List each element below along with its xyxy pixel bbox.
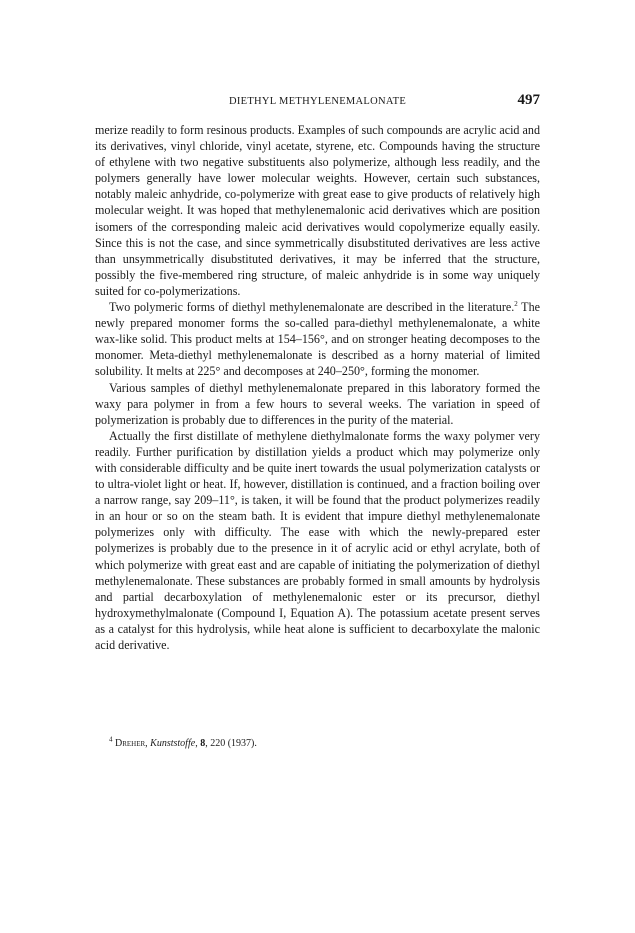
footnote-volume: 8 — [200, 738, 206, 749]
reference-marker: 2 — [514, 300, 518, 308]
paragraph: merize readily to form resinous products. Examples of such compounds are acrylic acid and its derivatives, vinyl chloride, vinyl acetate, styrene, etc. Compounds having the structure of ethylene with two negative substituents also polymerize, although less readily, and the polymers generally have lower molecular weights. However, certain such substances, notably maleic anhydride, co-polymerize with great ease to give products of relatively high molecular weight. It was hoped that methylenemalonic acid derivatives which are position isomers of the corresponding maleic acid derivatives would copolymerize equally easily. Since this is not the case, and since symmetrically disubstituted derivatives are less active than unsymmetrically disubstituted derivatives, it may be inferred that the structure, possibly the five-membered ring structure, of maleic anhydride is in some way uniquely suited for co-polymerizations. — [95, 123, 540, 298]
body-text — [95, 122, 540, 653]
paragraph — [95, 299, 540, 379]
paragraph: Various samples of diethyl methylenemalonate prepared in this laboratory formed the waxy para polymer in from a few hours to several weeks. The variation in speed of polymerization is probably due to differences in the purity of the material. — [95, 380, 540, 427]
page-number: 497 — [517, 92, 540, 108]
footnote-rest: , 220 (1937). — [205, 738, 257, 749]
footnote-sep: , — [195, 738, 201, 749]
paragraph-text: Two polymeric forms of diethyl methylenemalonate are described in the literature. — [109, 300, 515, 315]
paragraph-text: The newly prepared monomer forms the so-called para-diethyl methylenemalonate, a white wax-like solid. This product melts at 154–156°, and on stronger heating decomposes to the monomer. Meta-diethyl methylenemalonate is described as a horny material of limited solubility. It melts at 225° and decomposes at 240–250°, forming the monomer. — [95, 300, 540, 379]
page-header — [95, 92, 540, 112]
footnote-author: Dreher — [115, 738, 146, 749]
running-title: DIETHYL METHYLENEMALONATE — [228, 96, 407, 107]
footnote-marker: 4 — [109, 735, 113, 744]
paragraph: Actually the first distillate of methylene diethylmalonate forms the waxy polymer very readily. Further purification by distillation yields a product which may polymerize only with considerable difficulty and be quite inert towards the usual polymerization catalysts or to ultra-violet light or heat. If, however, distillation is continued, and a fraction boiling over a narrow range, say 209–11°, is taken, it will be found that the product polymerizes readily in an hour or so on the steam bath. It is evident that impure diethyl methylenemalonate polymerizes only with difficulty. The ease with which the newly-prepared ester polymerizes is probably due to the presence in it of acrylic acid or ethyl acrylate, both of which polymerize with great east and are capable of initiating the polymerization of diethyl methylenemalonate. These substances are probably formed in small amounts by hydrolysis and partial decarboxylation of methylenemalonic ester or its precursor, diethyl hydroxymethylmalonate (Compound I, Equation A). The potassium acetate present serves as a catalyst for this hydrolysis, while heat alone is sufficient to decarboxylate the malonic acid derivative. — [95, 428, 540, 652]
footnote-sep: , — [145, 738, 151, 749]
footnote — [109, 737, 539, 750]
footnote-journal: Kunststoffe — [150, 738, 196, 749]
